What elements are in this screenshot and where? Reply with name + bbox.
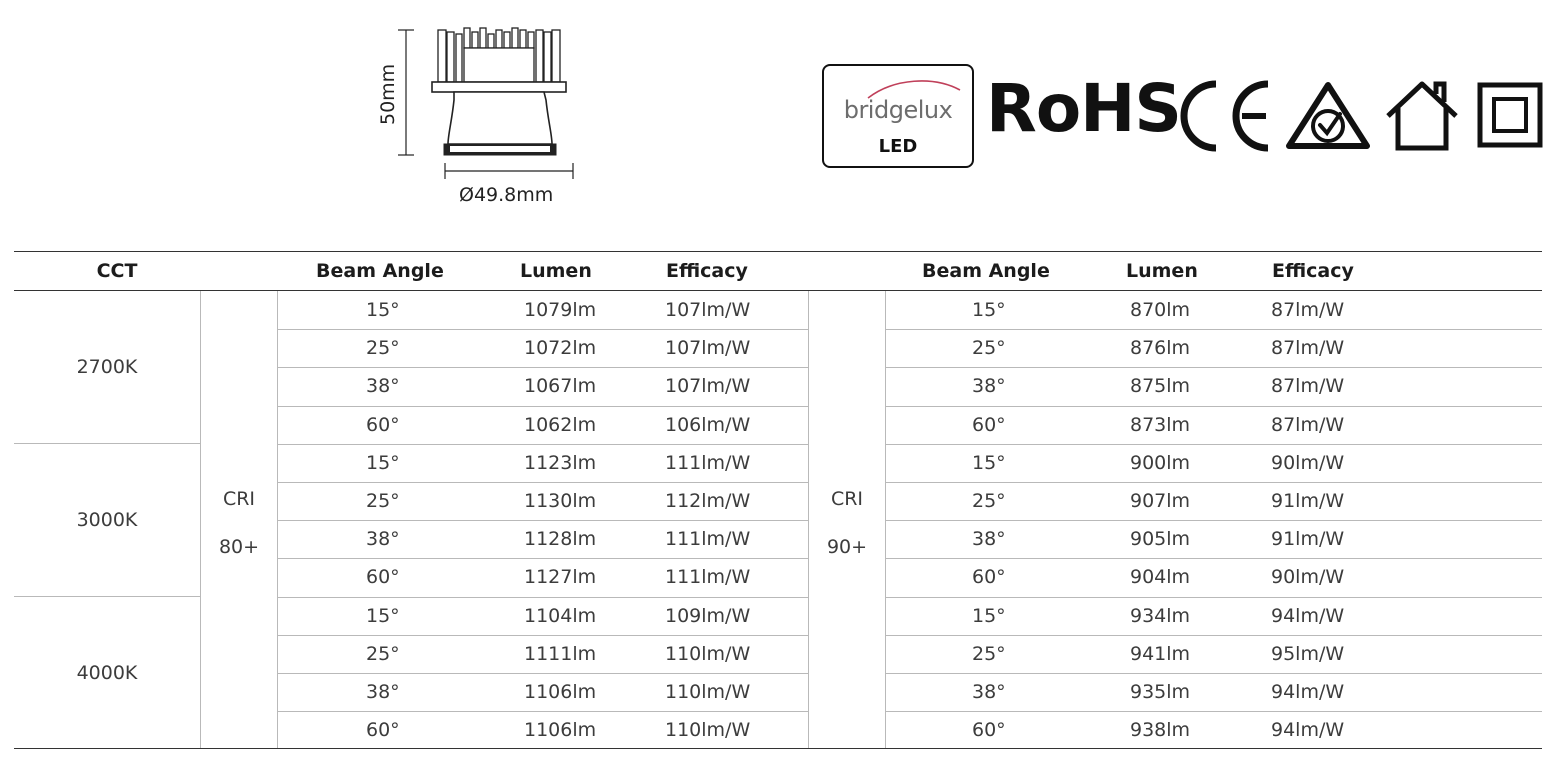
cri-80-label-line2: 80+ xyxy=(218,536,260,558)
lumen-cri90-cell: 905lm xyxy=(1130,528,1191,551)
lumen-cri80-cell: 1062lm xyxy=(524,413,597,436)
lumen-cri80-cell: 1072lm xyxy=(524,337,597,360)
lumen-cri80-cell: 1130lm xyxy=(524,490,597,512)
header-lumen-cri80: Lumen xyxy=(520,260,592,282)
header-beam-angle-cri80: Beam Angle xyxy=(316,260,444,282)
spec-table xyxy=(14,251,1542,749)
height-dimension-line xyxy=(398,30,414,155)
beam-angle-cri80-cell: 25° xyxy=(366,642,400,665)
cri-90-label xyxy=(809,475,885,571)
indoor-use-house-icon xyxy=(1382,80,1462,152)
cri-90-label-line1: CRI xyxy=(830,488,864,510)
efficacy-cri90-cell: 94lm/W xyxy=(1271,681,1345,703)
certification-marks xyxy=(820,62,1550,172)
header-lumen-cri90: Lumen xyxy=(1126,260,1198,282)
cri-90-label-line2: 90+ xyxy=(826,536,868,558)
lumen-cri90-cell: 934lm xyxy=(1130,604,1191,627)
efficacy-cri90-cell: 87lm/W xyxy=(1271,337,1345,360)
cct-3000k: 3000K xyxy=(76,508,138,531)
beam-angle-cri80-cell: 38° xyxy=(366,528,400,551)
beam-angle-cri90-cell: 15° xyxy=(972,299,1006,321)
header-efficacy-cri80: Efficacy xyxy=(666,260,748,282)
lumen-cri90-cell: 873lm xyxy=(1130,413,1191,436)
efficacy-cri80-cell: 110lm/W xyxy=(665,719,751,742)
diameter-dimension-label: Ø49.8mm xyxy=(459,184,554,206)
lumen-cri90-cell: 875lm xyxy=(1130,375,1191,398)
efficacy-cri80-cell: 106lm/W xyxy=(665,413,751,436)
efficacy-cri80-cell: 112lm/W xyxy=(665,490,751,512)
lumen-cri80-cell: 1127lm xyxy=(524,566,597,589)
lumen-cri80-cell: 1128lm xyxy=(524,528,597,551)
lumen-cri90-cell: 870lm xyxy=(1130,299,1191,321)
efficacy-cri90-cell: 94lm/W xyxy=(1271,719,1345,742)
beam-angle-cri90-cell: 38° xyxy=(972,681,1006,703)
efficacy-cri90-cell: 91lm/W xyxy=(1271,490,1345,512)
cct-2700k: 2700K xyxy=(76,356,138,378)
beam-angle-cri90-cell: 38° xyxy=(972,375,1006,398)
lumen-cri80-cell: 1106lm xyxy=(524,719,597,742)
header-cct: CCT xyxy=(96,260,138,282)
efficacy-cri90-cell: 94lm/W xyxy=(1271,604,1345,627)
product-dimension-drawing xyxy=(370,20,600,210)
beam-angle-cri80-cell: 38° xyxy=(366,681,400,703)
lumen-cri90-cell: 935lm xyxy=(1130,681,1191,703)
efficacy-cri80-cell: 111lm/W xyxy=(665,451,751,474)
class-ii-double-square-icon xyxy=(1477,82,1543,148)
bridgelux-led-label: LED xyxy=(878,136,918,157)
beam-angle-cri90-cell: 60° xyxy=(972,413,1006,436)
efficacy-cri90-cell: 95lm/W xyxy=(1271,642,1345,665)
heatsink-fins xyxy=(438,28,560,82)
bridgelux-logo xyxy=(822,64,974,168)
beam-angle-cri90-cell: 60° xyxy=(972,719,1006,742)
efficacy-cri90-cell: 87lm/W xyxy=(1271,413,1345,436)
beam-angle-cri80-cell: 15° xyxy=(366,604,400,627)
lumen-cri90-cell: 876lm xyxy=(1130,337,1191,360)
lamp-body xyxy=(448,92,552,144)
mounting-flange xyxy=(432,82,566,92)
lumen-cri80-cell: 1106lm xyxy=(524,681,597,703)
ce-mark-icon xyxy=(1180,78,1276,154)
beam-angle-cri90-cell: 15° xyxy=(972,451,1006,474)
efficacy-cri80-cell: 109lm/W xyxy=(665,604,751,627)
beam-angle-cri90-cell: 15° xyxy=(972,604,1006,627)
beam-angle-cri80-cell: 25° xyxy=(366,490,400,512)
diameter-dimension-line xyxy=(445,163,573,179)
bridgelux-wordmark: bridgelux xyxy=(843,96,953,124)
lumen-cri80-cell: 1067lm xyxy=(524,375,597,398)
cri-80-label-line1: CRI xyxy=(222,488,256,510)
efficacy-cri90-cell: 87lm/W xyxy=(1271,375,1345,398)
efficacy-cri80-cell: 111lm/W xyxy=(665,528,751,551)
lumen-cri90-cell: 900lm xyxy=(1130,451,1191,474)
lumen-cri80-cell: 1104lm xyxy=(524,604,597,627)
beam-angle-cri80-cell: 15° xyxy=(366,299,400,321)
beam-angle-cri80-cell: 15° xyxy=(366,451,400,474)
beam-angle-cri90-cell: 38° xyxy=(972,528,1006,551)
efficacy-cri90-cell: 87lm/W xyxy=(1271,299,1345,321)
lumen-cri80-cell: 1079lm xyxy=(524,299,597,321)
beam-angle-cri80-cell: 25° xyxy=(366,337,400,360)
header-beam-angle-cri90: Beam Angle xyxy=(922,260,1050,282)
lumen-cri90-cell: 907lm xyxy=(1130,490,1191,512)
lumen-cri90-cell: 941lm xyxy=(1130,642,1191,665)
beam-angle-cri90-cell: 25° xyxy=(972,490,1006,512)
beam-angle-cri90-cell: 25° xyxy=(972,642,1006,665)
rohs-mark: RoHS xyxy=(986,70,1181,147)
beam-angle-cri80-cell: 60° xyxy=(366,413,400,436)
efficacy-cri80-cell: 107lm/W xyxy=(665,299,751,321)
lumen-cri80-cell: 1123lm xyxy=(524,451,597,474)
efficacy-cri80-cell: 107lm/W xyxy=(665,337,751,360)
efficacy-cri80-cell: 107lm/W xyxy=(665,375,751,398)
efficacy-cri90-cell: 90lm/W xyxy=(1271,451,1345,474)
efficacy-cri80-cell: 111lm/W xyxy=(665,566,751,589)
height-dimension-label: 50mm xyxy=(377,63,399,125)
beam-angle-cri80-cell: 38° xyxy=(366,375,400,398)
lumen-cri90-cell: 938lm xyxy=(1130,719,1191,742)
lumen-cri80-cell: 1111lm xyxy=(524,642,597,665)
lumen-cri90-cell: 904lm xyxy=(1130,566,1191,589)
beam-angle-cri80-cell: 60° xyxy=(366,719,400,742)
beam-angle-cri90-cell: 60° xyxy=(972,566,1006,589)
beam-angle-cri90-cell: 25° xyxy=(972,337,1006,360)
efficacy-cri80-cell: 110lm/W xyxy=(665,642,751,665)
rcm-mark-icon xyxy=(1282,80,1374,154)
beam-angle-cri80-cell: 60° xyxy=(366,566,400,589)
header-efficacy-cri90: Efficacy xyxy=(1272,260,1354,282)
cct-4000k: 4000K xyxy=(76,661,138,684)
efficacy-cri90-cell: 90lm/W xyxy=(1271,566,1345,589)
cri-80-label xyxy=(201,475,277,571)
efficacy-cri90-cell: 91lm/W xyxy=(1271,528,1345,551)
efficacy-cri80-cell: 110lm/W xyxy=(665,681,751,703)
